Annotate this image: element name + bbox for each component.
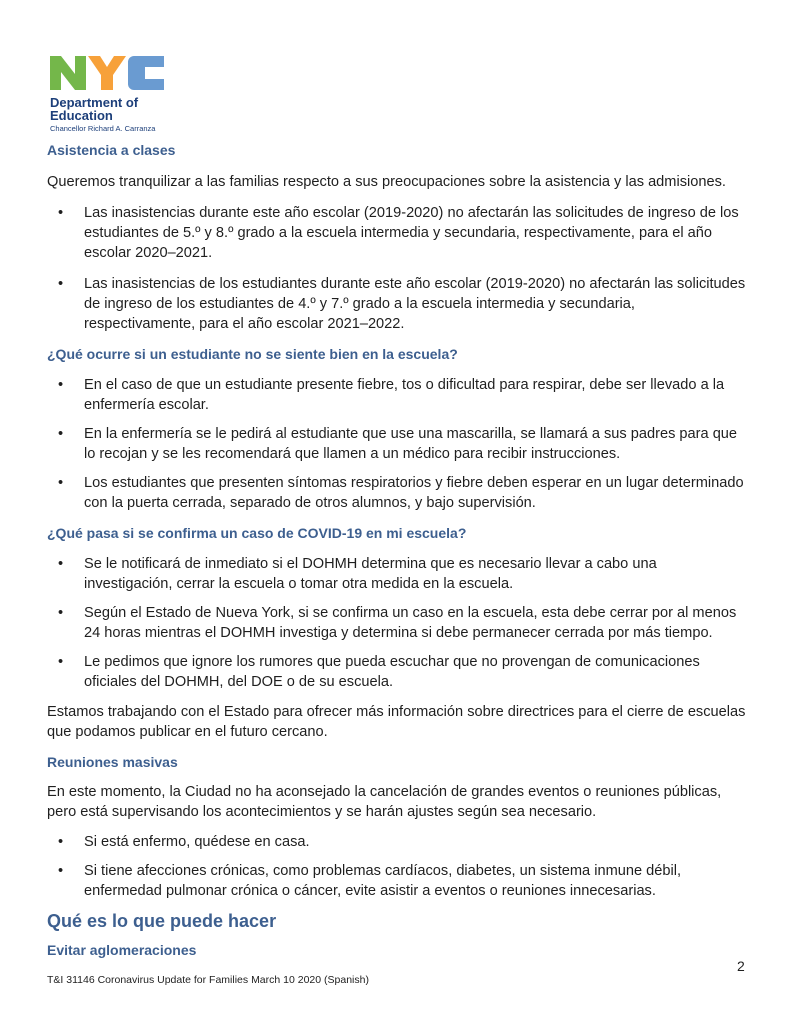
list-item-text: En el caso de que un estudiante presente fiebre, tos o dificultad para respirar, debe ser llevado a la enfermería escolar.	[84, 377, 725, 413]
gatherings-intro: En este momento, la Ciudad no ha aconsejado la cancelación de grandes eventos o reuniones públicas, pero está supervisando los acontecimientos y se harán ajustes según sea necesario.	[47, 784, 722, 820]
logo-letter-y	[88, 56, 126, 90]
list-item	[47, 203, 747, 263]
list-item	[47, 473, 747, 513]
gatherings-list	[47, 832, 747, 901]
list-item-text: Si tiene afecciones crónicas, como problemas cardíacos, diabetes, un sistema inmune débil, enfermedad pulmonar crónica o cáncer, evite asistir a eventos o reuniones innecesarias.	[84, 863, 682, 899]
document-body	[47, 140, 747, 960]
list-item-text: Según el Estado de Nueva York, si se confirma un caso en la escuela, esta debe cerrar por al menos 24 horas mientras el DOHMH investiga y determina si debe permanecer cerrada por más tiempo.	[84, 605, 737, 641]
list-item-text: En la enfermería se le pedirá al estudiante que use una mascarilla, se llamará a sus padres para que lo recojan y se les recomendará que llamen a un médico para recibir instrucciones.	[84, 426, 738, 462]
logo-chancellor: Chancellor Richard A. Carranza	[50, 124, 156, 133]
list-item-text: Se le notificará de inmediato si el DOHMH determina que es necesario llevar a cabo una investigación, cerrar la escuela o tomar otra medida en la escuela.	[84, 556, 657, 592]
bullet-icon: •	[58, 556, 64, 572]
bullet-icon: •	[58, 605, 64, 621]
attendance-list	[47, 203, 747, 334]
nyc-logo-letters	[50, 54, 180, 92]
list-item-text: Le pedimos que ignore los rumores que pueda escuchar que no provengan de comunicaciones oficiales del DOHMH, del DOE o de su escuela.	[84, 654, 700, 690]
covid-case-closing: Estamos trabajando con el Estado para ofrecer más información sobre directrices para el cierre de escuelas que podamos publicar en el futuro cercano.	[47, 704, 746, 740]
list-item-text: Los estudiantes que presenten síntomas respiratorios y fiebre deben esperar en un lugar determinado con la puerta cerrada, separado de otros alumnos, y bajo supervisión.	[84, 475, 744, 511]
bullet-icon: •	[58, 654, 64, 670]
list-item	[47, 652, 747, 692]
heading-what-to-do: Qué es lo que puede hacer	[47, 911, 277, 931]
bullet-icon: •	[58, 426, 64, 442]
list-item-text: Las inasistencias de los estudiantes durante este año escolar (2019-2020) no afectarán las solicitudes de ingreso de los estudiantes de 4.º y 7.º grado a la escuela intermedia y secundaria, respectivamente, para el año escolar 2021–2022.	[84, 276, 746, 332]
nyc-logo-mark-icon	[50, 54, 168, 92]
list-item	[47, 375, 747, 415]
page-number: 2	[737, 958, 745, 974]
bullet-icon: •	[58, 475, 64, 491]
heading-sick-student: ¿Qué ocurre si un estudiante no se siente bien en la escuela?	[47, 346, 458, 362]
attendance-intro: Queremos tranquilizar a las familias respecto a sus preocupaciones sobre la asistencia y las admisiones.	[47, 174, 726, 190]
list-item	[47, 603, 747, 643]
bullet-icon: •	[58, 205, 64, 221]
bullet-icon: •	[58, 276, 64, 292]
heading-avoid-crowds: Evitar aglomeraciones	[47, 942, 197, 958]
bullet-icon: •	[58, 863, 64, 879]
logo-letter-c	[128, 56, 164, 90]
nyc-doe-logo	[50, 54, 180, 133]
list-item	[47, 861, 747, 901]
list-item	[47, 832, 747, 852]
sick-student-list	[47, 375, 747, 513]
logo-letter-n	[50, 56, 86, 90]
footer-doc-id: T&I 31146 Coronavirus Update for Families March 10 2020 (Spanish)	[47, 974, 369, 986]
list-item	[47, 424, 747, 464]
list-item	[47, 554, 747, 594]
covid-case-list	[47, 554, 747, 692]
bullet-icon: •	[58, 834, 64, 850]
bullet-icon: •	[58, 377, 64, 393]
heading-gatherings: Reuniones masivas	[47, 754, 178, 770]
logo-department: Department of Education	[50, 95, 139, 123]
list-item	[47, 274, 747, 334]
heading-attendance: Asistencia a clases	[47, 142, 176, 158]
list-item-text: Si está enfermo, quédese en casa.	[84, 834, 310, 850]
list-item-text: Las inasistencias durante este año escolar (2019-2020) no afectarán las solicitudes de ingreso de los estudiantes de 5.º y 8.º grado a la escuela intermedia y secundaria, respectivamente, para el año escolar 2020–2021.	[84, 205, 739, 261]
heading-covid-case: ¿Qué pasa si se confirma un caso de COVID-19 en mi escuela?	[47, 525, 467, 541]
